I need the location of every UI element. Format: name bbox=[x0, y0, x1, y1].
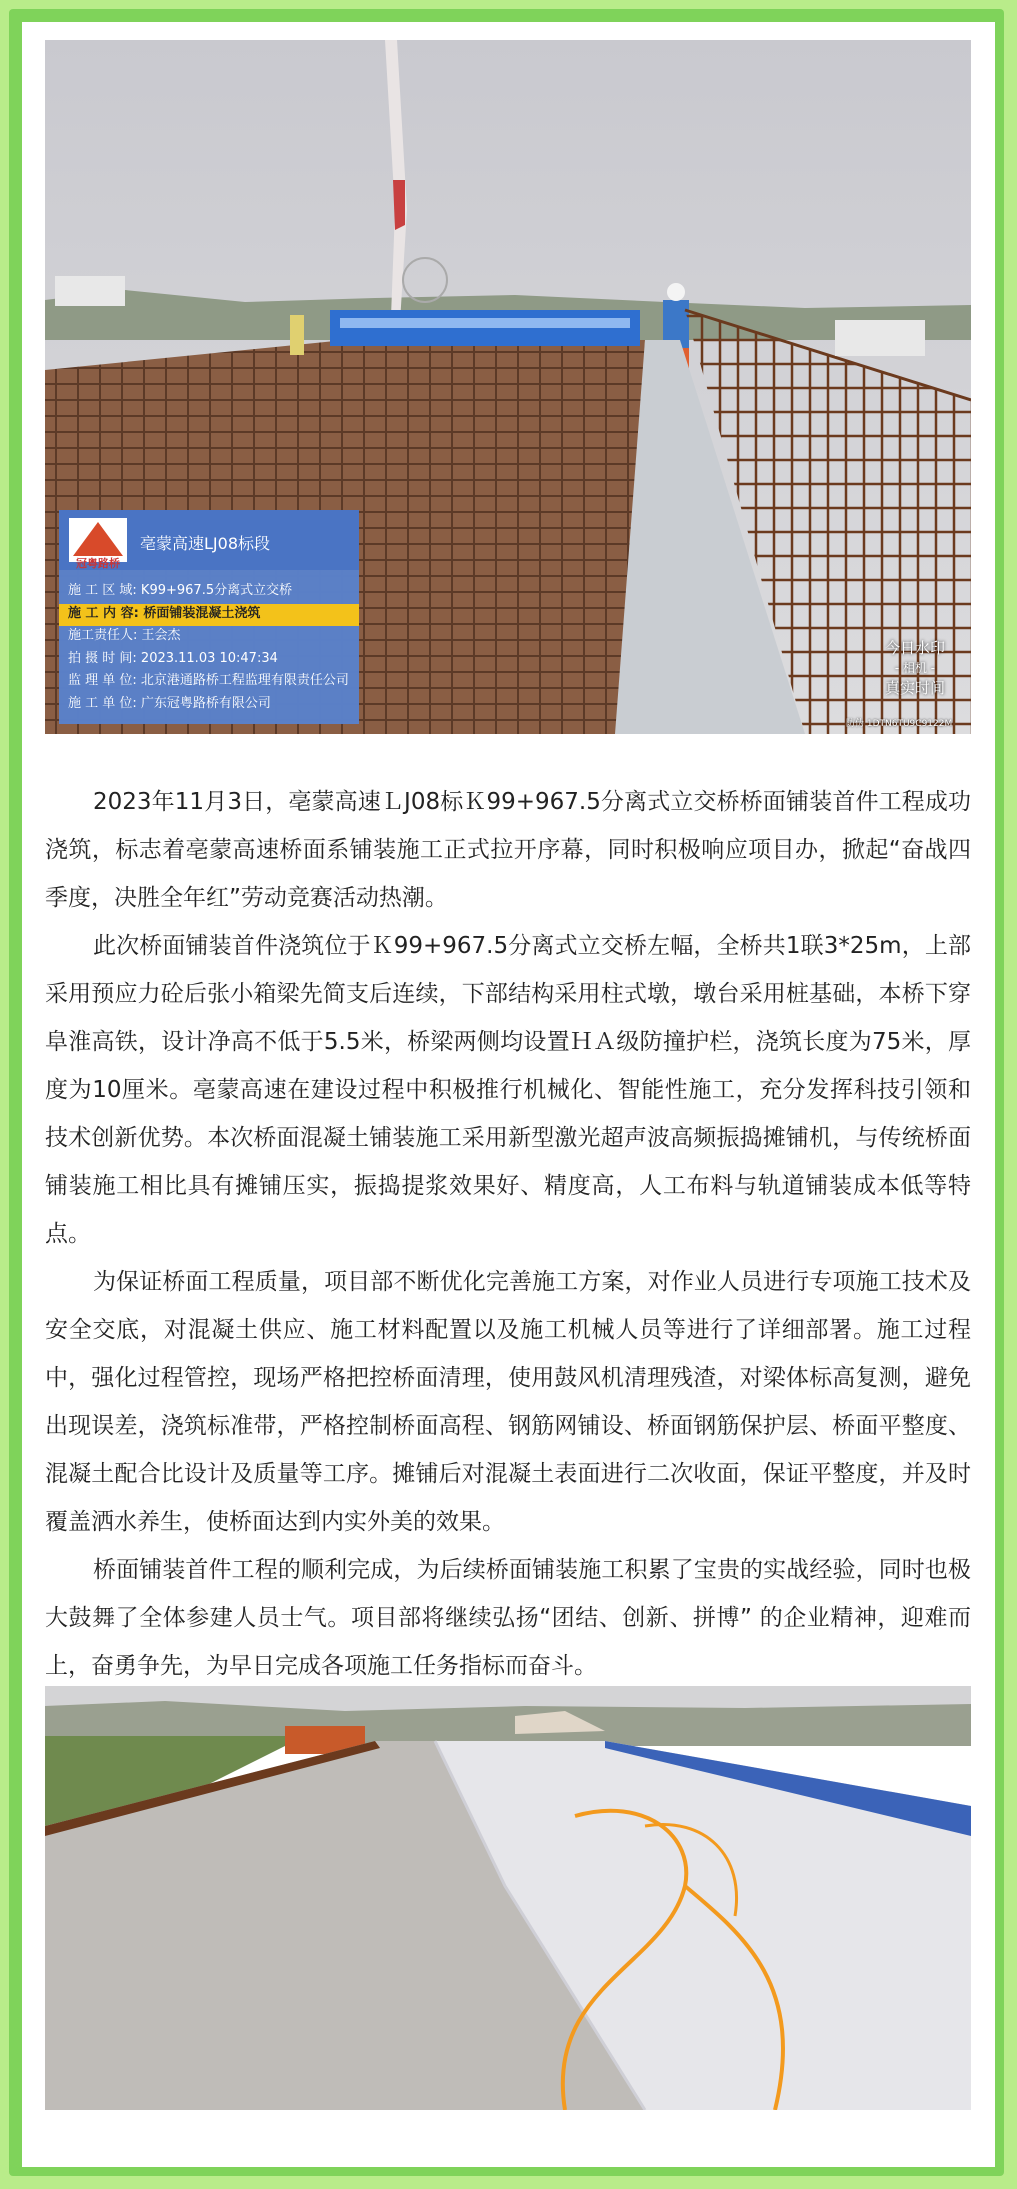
stamp-row-person bbox=[68, 625, 368, 648]
stamp-row-label: 拍 摄 时 间: bbox=[68, 650, 137, 666]
stamp-row-label: 施 工 内 容: bbox=[68, 605, 139, 621]
stamp-row-value: K99+967.5分离式立交桥 bbox=[140, 583, 293, 598]
watermark bbox=[860, 638, 970, 698]
paragraph-2: 此次桥面铺装首件浇筑位于Ｋ99+967.5分离式立交桥左幅，全桥共1联3*25m，上部采用预应力砼后张小箱梁先简支后连续，下部结构采用柱式墩，墩台采用桩基础，本桥下穿阜淮高铁，设计净高不低于5.5米，桥梁两侧均设置ＨＡ级防撞护栏，浇筑长度为75米，厚度为10厘米。亳蒙高速在建设过程中积极推行机械化、智能性施工，充分发挥科技引领和技术创新优势。本次桥面混凝土铺装施工采用新型激光超声波高频振捣摊铺机，与传统桥面铺装施工相比具有摊铺压实，振捣提浆效果好、精度高，人工布料与轨道铺装成本低等特点。 bbox=[45, 933, 971, 1247]
paragraph-4: 桥面铺装首件工程的顺利完成，为后续桥面铺装施工积累了宝贵的实战经验，同时也极大鼓舞了全体参建人员士气。项目部将继续弘扬“团结、创新、拼博” 的企业精神，迎难而上，奋勇争先，为早日完成各项施工任务指标而奋斗。 bbox=[45, 1557, 971, 1679]
stamp-row-value: 王会杰 bbox=[141, 628, 181, 643]
article-body bbox=[45, 778, 971, 1690]
stamp-logo-text: 冠粤路桥 bbox=[76, 557, 120, 570]
stamp-row-contractor bbox=[68, 693, 368, 716]
stamp-project-title: 亳蒙高速LJ08标段 bbox=[140, 534, 270, 553]
stamp-row-label: 施 工 区 域: bbox=[68, 583, 137, 598]
curing-deck-scene bbox=[45, 1686, 971, 2110]
stamp-row-label: 监 理 单 位: bbox=[68, 673, 137, 688]
stamp-row-value: 2023.11.03 10:47:34 bbox=[140, 650, 278, 666]
stamp-row-value: 北京港通路桥工程监理有限责任公司 bbox=[140, 673, 349, 688]
watermark-line1: 今日水印 bbox=[884, 639, 945, 657]
curing-deck-photo bbox=[45, 1686, 971, 2110]
stamp-row-value: 广东冠粤路桥有限公司 bbox=[140, 695, 271, 711]
watermark-line3: 真实时间 bbox=[884, 679, 945, 697]
stamp-rows bbox=[68, 580, 368, 715]
stamp-row-label: 施工责任人: bbox=[68, 628, 138, 643]
paragraph-1: 2023年11月3日，亳蒙高速ＬJ08标Ｋ99+967.5分离式立交桥桥面铺装首件工程成功浇筑，标志着亳蒙高速桥面系铺装施工正式拉开序幕，同时积极响应项目办，掀起“奋战四季度，决胜全年红”劳动竞赛活动热潮。 bbox=[45, 789, 971, 911]
stamp-row-content bbox=[68, 603, 368, 626]
watermark-line2: - 相机 - bbox=[894, 661, 936, 675]
stamp-row-label: 施 工 单 位: bbox=[68, 695, 137, 711]
stamp-row-time bbox=[68, 648, 368, 671]
stamp-row-supervisor bbox=[68, 670, 368, 693]
stamp-row-area bbox=[68, 580, 368, 603]
watermark-code: 防伪 1DTN6TU9C9122M bbox=[846, 719, 953, 729]
paragraph-3: 为保证桥面工程质量，项目部不断优化完善施工方案，对作业人员进行专项施工技术及安全交底，对混凝土供应、施工材料配置以及施工机械人员等进行了详细部署。施工过程中，强化过程管控，现场严格把控桥面清理，使用鼓风机清理残渣，对梁体标高复测，避免出现误差，浇筑标准带，严格控制桥面高程、钢筋网铺设、桥面钢筋保护层、桥面平整度、混凝土配合比设计及质量等工序。摊铺后对混凝土表面进行二次收面，保证平整度，并及时覆盖洒水养生，使桥面达到内实外美的效果。 bbox=[45, 1269, 971, 1535]
stamp-row-value: 桥面铺装混凝土浇筑 bbox=[143, 605, 261, 621]
